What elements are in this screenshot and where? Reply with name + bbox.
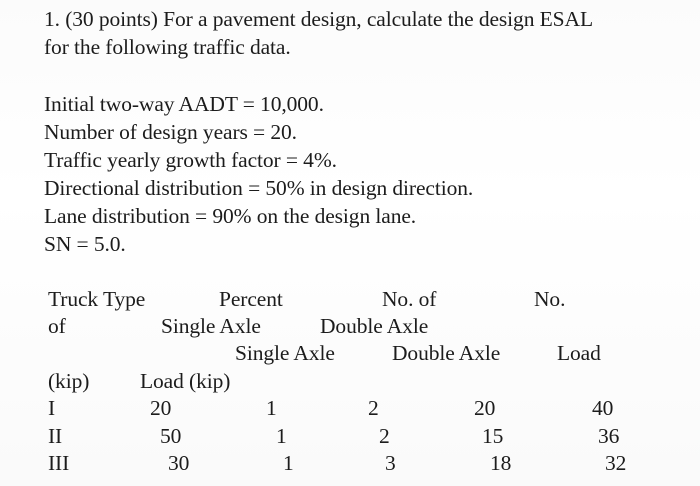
- header-single-axle-2: Single Axle: [235, 341, 335, 365]
- row-cell: 20: [474, 396, 496, 420]
- row-cell: 2: [368, 396, 379, 420]
- row-cell: 32: [605, 451, 627, 475]
- given-aadt: Initial two-way AADT = 10,000.: [44, 92, 324, 116]
- header-double-axle: Double Axle: [320, 314, 429, 338]
- row-cell: 36: [598, 424, 620, 448]
- row-type: I: [48, 396, 56, 420]
- row-cell: 20: [150, 396, 172, 420]
- problem-line-1: 1. (30 points) For a pavement design, calculate the design ESAL: [44, 7, 593, 31]
- given-sn: SN = 5.0.: [44, 232, 126, 256]
- row-cell: 40: [592, 396, 614, 420]
- row-cell: 2: [379, 424, 390, 448]
- given-design-years: Number of design years = 20.: [44, 120, 297, 144]
- header-double-axle-2: Double Axle: [392, 341, 501, 365]
- header-percent: Percent: [219, 287, 283, 311]
- row-cell: 3: [385, 451, 396, 475]
- header-of: of: [48, 314, 66, 338]
- row-cell: 30: [168, 451, 190, 475]
- header-load: Load: [557, 341, 601, 365]
- row-cell: 1: [283, 451, 294, 475]
- row-type: III: [48, 451, 70, 475]
- problem-line-2: for the following traffic data.: [44, 35, 291, 59]
- header-truck-type: Truck Type: [48, 287, 146, 311]
- given-growth-factor: Traffic yearly growth factor = 4%.: [44, 148, 337, 172]
- header-single-axle: Single Axle: [161, 314, 261, 338]
- header-load-kip: Load (kip): [140, 369, 231, 393]
- header-kip: (kip): [48, 369, 90, 393]
- given-directional-distribution: Directional distribution = 50% in design direction.: [44, 176, 474, 200]
- row-cell: 1: [276, 424, 287, 448]
- row-cell: 1: [266, 396, 277, 420]
- header-no: No.: [534, 287, 566, 311]
- row-cell: 15: [482, 424, 504, 448]
- row-cell: 50: [160, 424, 182, 448]
- row-type: II: [48, 424, 63, 448]
- header-no-of: No. of: [382, 287, 437, 311]
- given-lane-distribution: Lane distribution = 90% on the design lane.: [44, 204, 417, 228]
- row-cell: 18: [490, 451, 512, 475]
